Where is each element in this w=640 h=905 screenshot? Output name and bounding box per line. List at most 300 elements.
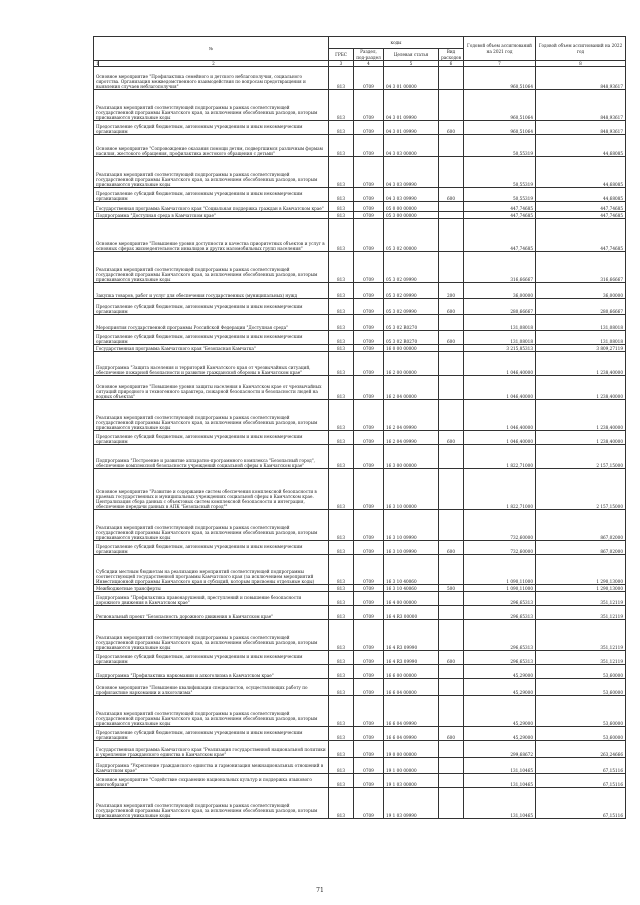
table-row xyxy=(94,651,626,665)
row-kind xyxy=(439,469,464,510)
row-amount-2022: 36,00000 xyxy=(536,283,626,299)
row-grbs: 813 xyxy=(329,741,354,758)
row-article: 04 3 03 09990 xyxy=(384,157,439,188)
table-row xyxy=(94,121,626,135)
row-amount-2022: 351,12119 xyxy=(536,592,626,606)
row-name: Основное мероприятие "Повышение уровня защиты населения в Камчатском крае от чрезвычайных ситуаций природного и техногенного характера, пожарной безопасности и безопасности людей на водных объектах" xyxy=(94,376,329,400)
row-grbs: 813 xyxy=(329,665,354,679)
row-kind xyxy=(439,445,464,469)
row-amount-2021: 296,65313 xyxy=(464,592,536,606)
row-grbs: 813 xyxy=(329,774,354,788)
row-amount-2022: 316,66667 xyxy=(536,252,626,283)
row-article: 16 4 R3 00000 xyxy=(384,606,439,620)
row-section: 0709 xyxy=(354,431,384,445)
row-article: 19 1 03 09990 xyxy=(384,788,439,819)
row-amount-2022: 53,60000 xyxy=(536,696,626,727)
row-grbs: 813 xyxy=(329,696,354,727)
row-kind xyxy=(439,219,464,252)
row-grbs: 813 xyxy=(329,67,354,90)
row-amount-2021: 1 822,71000 xyxy=(464,469,536,510)
row-name: Реализация мероприятий соответствующей подпрограммы в рамках соответствующей государственной программы Камчатского края, за исключением обособленных расходов, которым присваиваются уникальные коды xyxy=(94,788,329,819)
row-kind: 600 xyxy=(439,188,464,202)
row-section: 0709 xyxy=(354,157,384,188)
row-section: 0709 xyxy=(354,212,384,219)
row-amount-2021: 447,74685 xyxy=(464,212,536,219)
row-grbs: 813 xyxy=(329,555,354,585)
row-article: 16 0 00 00000 xyxy=(384,345,439,352)
table-row xyxy=(94,774,626,788)
row-kind xyxy=(439,400,464,431)
table-row xyxy=(94,620,626,651)
row-amount-2022: 848,93617 xyxy=(536,121,626,135)
row-name: Реализация мероприятий соответствующей подпрограммы в рамках соответствующей государственной программы Камчатского края, за исключением обособленных расходов, которым присваиваются уникальные коды xyxy=(94,400,329,431)
row-amount-2021: 131,10465 xyxy=(464,758,536,774)
row-amount-2022: 53,60000 xyxy=(536,727,626,741)
row-grbs: 813 xyxy=(329,592,354,606)
row-article: 16 3 10 09990 xyxy=(384,541,439,555)
row-grbs: 813 xyxy=(329,299,354,315)
row-kind: 600 xyxy=(439,331,464,345)
table-row xyxy=(94,188,626,202)
row-name: Подпрограмма "Профилактика правонарушений, преступлений и повышение безопасности дорожного движения в Камчатском крае" xyxy=(94,592,329,606)
row-section: 0709 xyxy=(354,283,384,299)
table-row xyxy=(94,727,626,741)
table-row xyxy=(94,315,626,331)
row-section: 0709 xyxy=(354,510,384,541)
column-header-section: Раздел, под-раздел xyxy=(354,49,384,61)
row-article: 16 6 00 00000 xyxy=(384,665,439,679)
row-grbs: 813 xyxy=(329,679,354,696)
row-amount-2022: 44,68085 xyxy=(536,157,626,188)
row-kind xyxy=(439,758,464,774)
table-row xyxy=(94,510,626,541)
row-amount-2021: 447,74685 xyxy=(464,202,536,212)
row-amount-2021: 45,29000 xyxy=(464,727,536,741)
row-section: 0709 xyxy=(354,67,384,90)
row-section: 0709 xyxy=(354,727,384,741)
table-row xyxy=(94,67,626,90)
row-grbs: 813 xyxy=(329,585,354,592)
row-section: 0709 xyxy=(354,788,384,819)
row-name: Предоставление субсидий бюджетным, автономным учреждениям и иным некоммерческим организациям xyxy=(94,431,329,445)
row-grbs: 813 xyxy=(329,510,354,541)
row-amount-2022: 1 290,13000 xyxy=(536,555,626,585)
row-section: 0709 xyxy=(354,469,384,510)
row-amount-2022: 351,12119 xyxy=(536,620,626,651)
table-row xyxy=(94,696,626,727)
table-row xyxy=(94,135,626,157)
table-row xyxy=(94,400,626,431)
row-kind xyxy=(439,352,464,376)
row-amount-2021: 960,51064 xyxy=(464,90,536,121)
row-name: Предоставление субсидий бюджетным, автономным учреждениям и иным некоммерческим организациям xyxy=(94,331,329,345)
row-amount-2022: 131,08018 xyxy=(536,315,626,331)
row-kind xyxy=(439,90,464,121)
column-number: 2 xyxy=(99,61,329,67)
row-amount-2021: 296,65313 xyxy=(464,651,536,665)
row-article: 04 3 01 09990 xyxy=(384,121,439,135)
row-section: 0709 xyxy=(354,696,384,727)
row-name: Мероприятия государственной программы Российской Федерации "Доступная среда" xyxy=(94,315,329,331)
row-section: 0709 xyxy=(354,400,384,431)
row-amount-2021: 131,10465 xyxy=(464,788,536,819)
row-amount-2021: 732,60000 xyxy=(464,510,536,541)
column-number: 8 xyxy=(536,61,626,67)
row-section: 0709 xyxy=(354,758,384,774)
row-section: 0709 xyxy=(354,376,384,400)
row-name: Предоставление субсидий бюджетным, автономным учреждениям и иным некоммерческим организациям xyxy=(94,541,329,555)
row-amount-2022: 2 157,15000 xyxy=(536,469,626,510)
row-kind xyxy=(439,252,464,283)
row-amount-2021: 1 822,71000 xyxy=(464,445,536,469)
row-amount-2022: 1 238,40000 xyxy=(536,376,626,400)
row-amount-2022: 1 238,40000 xyxy=(536,431,626,445)
row-grbs: 813 xyxy=(329,431,354,445)
row-name: Предоставление субсидий бюджетным, автономным учреждениям и иным некоммерческим организациям xyxy=(94,651,329,665)
table-row xyxy=(94,585,626,592)
row-article: 04 3 03 09990 xyxy=(384,188,439,202)
row-article: 05 0 00 00000 xyxy=(384,202,439,212)
row-article: 16 2 04 09990 xyxy=(384,431,439,445)
row-amount-2021: 50,55319 xyxy=(464,188,536,202)
table-row xyxy=(94,299,626,315)
row-grbs: 813 xyxy=(329,606,354,620)
row-article: 16 3 10 40060 xyxy=(384,585,439,592)
row-article: 05 3 02 09990 xyxy=(384,283,439,299)
column-header-name: № xyxy=(94,37,329,61)
row-kind: 600 xyxy=(439,121,464,135)
row-grbs: 813 xyxy=(329,345,354,352)
row-section: 0709 xyxy=(354,345,384,352)
row-kind xyxy=(439,315,464,331)
row-article: 05 3 02 09990 xyxy=(384,252,439,283)
row-name: Подпрограмма "Доступная среда в Камчатском крае" xyxy=(94,212,329,219)
row-amount-2022: 1 290,13000 xyxy=(536,585,626,592)
table-row xyxy=(94,592,626,606)
row-article: 19 1 03 00000 xyxy=(384,774,439,788)
row-grbs: 813 xyxy=(329,157,354,188)
row-kind: 600 xyxy=(439,299,464,315)
row-amount-2021: 1 090,11000 xyxy=(464,555,536,585)
table-row xyxy=(94,555,626,585)
column-header-grbs: ГРБС xyxy=(329,49,354,61)
row-name: Реализация мероприятий соответствующей подпрограммы в рамках соответствующей государственной программы Камчатского края, за исключением обособленных расходов, которым присваиваются уникальные коды xyxy=(94,620,329,651)
row-grbs: 813 xyxy=(329,252,354,283)
row-section: 0709 xyxy=(354,665,384,679)
row-name: Предоставление субсидий бюджетным, автономным учреждениям и иным некоммерческим организациям xyxy=(94,188,329,202)
row-name: Реализация мероприятий соответствующей подпрограммы в рамках соответствующей государственной программы Камчатского края, за исключением обособленных расходов, которым присваиваются уникальные коды xyxy=(94,90,329,121)
row-kind xyxy=(439,345,464,352)
row-section: 0709 xyxy=(354,202,384,212)
row-kind xyxy=(439,212,464,219)
column-header-kind: Вид расходов xyxy=(439,49,464,61)
row-amount-2022: 867,02000 xyxy=(536,541,626,555)
row-kind: 600 xyxy=(439,727,464,741)
row-amount-2021: 45,29000 xyxy=(464,679,536,696)
row-kind xyxy=(439,774,464,788)
row-grbs: 813 xyxy=(329,188,354,202)
row-amount-2022: 1 238,40000 xyxy=(536,400,626,431)
row-name: Основное мероприятие "Сопровождение оказания помощи детям, подвергшимся различным формам насилия, жестокого обращения, профилактика жестокого обращения с детьми" xyxy=(94,135,329,157)
row-amount-2022: 3 809,27119 xyxy=(536,345,626,352)
row-kind: 600 xyxy=(439,431,464,445)
row-amount-2022: 447,74685 xyxy=(536,212,626,219)
table-row xyxy=(94,431,626,445)
row-grbs: 813 xyxy=(329,315,354,331)
row-name: Государственная программа Камчатского края "Социальная поддержка граждан в Камчатском крае" xyxy=(94,202,329,212)
row-amount-2022: 44,68085 xyxy=(536,188,626,202)
row-amount-2021: 1 090,11000 xyxy=(464,585,536,592)
row-grbs: 813 xyxy=(329,445,354,469)
table-row xyxy=(94,283,626,299)
row-grbs: 813 xyxy=(329,135,354,157)
row-amount-2021: 50,55319 xyxy=(464,135,536,157)
row-amount-2022: 67,15116 xyxy=(536,774,626,788)
column-number: 1 xyxy=(94,61,99,67)
row-amount-2021: 131,08018 xyxy=(464,331,536,345)
row-grbs: 813 xyxy=(329,352,354,376)
row-article: 04 3 01 00000 xyxy=(384,67,439,90)
table-body xyxy=(94,67,626,819)
row-section: 0709 xyxy=(354,219,384,252)
row-name: Государственная программа Камчатского края "Безопасная Камчатка" xyxy=(94,345,329,352)
table-row xyxy=(94,202,626,212)
row-section: 0709 xyxy=(354,352,384,376)
row-article: 05 3 02 R0270 xyxy=(384,315,439,331)
row-section: 0709 xyxy=(354,135,384,157)
row-name: Региональный проект "Безопасность дорожного движения в Камчатском крае" xyxy=(94,606,329,620)
row-grbs: 813 xyxy=(329,651,354,665)
row-amount-2021: 1 046,40000 xyxy=(464,400,536,431)
row-amount-2022: 53,60000 xyxy=(536,665,626,679)
row-amount-2022: 351,12119 xyxy=(536,651,626,665)
row-amount-2022: 351,12119 xyxy=(536,606,626,620)
row-article: 16 6 04 09990 xyxy=(384,727,439,741)
row-grbs: 813 xyxy=(329,90,354,121)
row-grbs: 813 xyxy=(329,331,354,345)
row-kind: 500 xyxy=(439,585,464,592)
table-row xyxy=(94,758,626,774)
row-name: Реализация мероприятий соответствующей подпрограммы в рамках соответствующей государственной программы Камчатского края, за исключением обособленных расходов, которым присваиваются уникальные коды xyxy=(94,252,329,283)
row-article: 16 4 00 00000 xyxy=(384,592,439,606)
row-article: 16 6 04 00000 xyxy=(384,679,439,696)
row-section: 0709 xyxy=(354,606,384,620)
row-section: 0709 xyxy=(354,555,384,585)
table-row xyxy=(94,345,626,352)
row-amount-2021: 45,29000 xyxy=(464,696,536,727)
page-number: 71 xyxy=(316,887,324,894)
row-section: 0709 xyxy=(354,679,384,696)
row-kind: 200 xyxy=(439,283,464,299)
row-article: 16 2 04 00000 xyxy=(384,376,439,400)
row-article: 05 3 00 00000 xyxy=(384,212,439,219)
row-kind: 600 xyxy=(439,651,464,665)
row-amount-2021: 316,66667 xyxy=(464,252,536,283)
row-name: Подпрограмма "Построение и развитие аппаратно-программного комплекса "Безопасный город", обеспечение комплексной безопасности учреждений социальной сферы в Камчатском крае" xyxy=(94,445,329,469)
column-number: 5 xyxy=(384,61,439,67)
row-amount-2022: 447,74685 xyxy=(536,202,626,212)
row-name: Субсидии местным бюджетам на реализацию мероприятий соответствующей подпрограммы соответствующей государственной программы Камчатского края (за исключением мероприятий Инвестиционной программы Камчатского края и субсидий, которым присвоены отдельные коды) xyxy=(94,555,329,585)
row-section: 0709 xyxy=(354,592,384,606)
row-amount-2021: 1 046,40000 xyxy=(464,376,536,400)
row-name: Основное мероприятие "Профилактика семейного и детского неблагополучия, социального сиротства. Организация межведомственного взаимодействия по вопросам предотвращения и выявления случаев неблагополучия" xyxy=(94,67,329,90)
row-amount-2021: 131,08018 xyxy=(464,315,536,331)
row-article: 16 4 R3 09990 xyxy=(384,620,439,651)
table-row xyxy=(94,788,626,819)
row-name: Закупка товаров, работ и услуг для обеспечения государственных (муниципальных) нужд xyxy=(94,283,329,299)
column-number: 7 xyxy=(464,61,536,67)
row-grbs: 813 xyxy=(329,283,354,299)
row-amount-2021: 131,10465 xyxy=(464,774,536,788)
budget-table xyxy=(93,36,626,819)
row-grbs: 813 xyxy=(329,219,354,252)
row-name: Основное мероприятие "Повышение уровня доступности и качества приоритетных объектов и услуг в основных сферах жизнедеятельности инвалидов и других маломобильных групп населения" xyxy=(94,219,329,252)
row-kind xyxy=(439,157,464,188)
row-kind xyxy=(439,665,464,679)
row-section: 0709 xyxy=(354,651,384,665)
column-number: 4 xyxy=(354,61,384,67)
row-section: 0709 xyxy=(354,541,384,555)
row-name: Основное мероприятие "Повышение квалификации специалистов, осуществляющих работу по профилактике наркомании и алкоголизма" xyxy=(94,679,329,696)
row-section: 0709 xyxy=(354,252,384,283)
row-kind xyxy=(439,788,464,819)
row-kind xyxy=(439,510,464,541)
table-row xyxy=(94,90,626,121)
row-amount-2022: 44,68085 xyxy=(536,135,626,157)
row-amount-2021: 299,68672 xyxy=(464,741,536,758)
row-name: Подпрограмма "Защита населения и территорий Камчатского края от чрезвычайных ситуаций, обеспечение пожарной безопасности и развитие гражданской обороны в Камчатском крае" xyxy=(94,352,329,376)
column-header-codes: коды xyxy=(329,37,464,49)
column-header-article: Целевая статья xyxy=(384,49,439,61)
column-number: 6 xyxy=(439,61,464,67)
row-amount-2021: 732,60000 xyxy=(464,541,536,555)
row-section: 0709 xyxy=(354,90,384,121)
row-name: Межбюджетные трансферты xyxy=(94,585,329,592)
row-grbs: 813 xyxy=(329,620,354,651)
row-kind xyxy=(439,592,464,606)
row-amount-2021: 1 046,40000 xyxy=(464,352,536,376)
table-row xyxy=(94,352,626,376)
row-grbs: 813 xyxy=(329,758,354,774)
table-row xyxy=(94,469,626,510)
row-kind xyxy=(439,606,464,620)
row-article: 05 3 02 09990 xyxy=(384,299,439,315)
row-amount-2021: 1 046,40000 xyxy=(464,431,536,445)
row-section: 0709 xyxy=(354,774,384,788)
row-amount-2022: 447,74685 xyxy=(536,219,626,252)
row-article: 19 0 00 00000 xyxy=(384,741,439,758)
row-kind: 600 xyxy=(439,541,464,555)
row-article: 19 1 00 00000 xyxy=(384,758,439,774)
row-article: 16 4 R3 09990 xyxy=(384,651,439,665)
row-amount-2022: 2 157,15000 xyxy=(536,445,626,469)
table-row xyxy=(94,445,626,469)
row-section: 0709 xyxy=(354,331,384,345)
row-article: 16 3 10 00000 xyxy=(384,469,439,510)
row-amount-2021: 50,55319 xyxy=(464,157,536,188)
row-amount-2022: 1 238,40000 xyxy=(536,352,626,376)
row-name: Предоставление субсидий бюджетным, автономным учреждениям и иным некоммерческим организациям xyxy=(94,727,329,741)
table-row xyxy=(94,219,626,252)
row-grbs: 813 xyxy=(329,212,354,219)
row-name: Основное мероприятие "Содействие сохранению национальных культур и поддержка языкового многообразия" xyxy=(94,774,329,788)
row-amount-2022: 867,02000 xyxy=(536,510,626,541)
column-number: 3 xyxy=(329,61,354,67)
row-amount-2021: 447,74685 xyxy=(464,219,536,252)
row-grbs: 813 xyxy=(329,469,354,510)
table-row xyxy=(94,252,626,283)
table-row xyxy=(94,376,626,400)
table-row xyxy=(94,665,626,679)
row-article: 04 3 01 09990 xyxy=(384,90,439,121)
row-section: 0709 xyxy=(354,585,384,592)
row-name: Предоставление субсидий бюджетным, автономным учреждениям и иным некоммерческим организациям xyxy=(94,121,329,135)
row-grbs: 813 xyxy=(329,727,354,741)
row-grbs: 813 xyxy=(329,376,354,400)
row-name: Реализация мероприятий соответствующей подпрограммы в рамках соответствующей государственной программы Камчатского края, за исключением обособленных расходов, которым присваиваются уникальные коды xyxy=(94,696,329,727)
row-kind xyxy=(439,696,464,727)
row-amount-2022: 53,60000 xyxy=(536,679,626,696)
row-amount-2022: 67,15116 xyxy=(536,788,626,819)
row-grbs: 813 xyxy=(329,121,354,135)
row-name: Реализация мероприятий соответствующей подпрограммы в рамках соответствующей государственной программы Камчатского края, за исключением обособленных расходов, которым присваиваются уникальные коды xyxy=(94,510,329,541)
row-kind xyxy=(439,135,464,157)
row-section: 0709 xyxy=(354,741,384,758)
row-amount-2022: 131,08018 xyxy=(536,331,626,345)
row-name: Реализация мероприятий соответствующей подпрограммы в рамках соответствующей государственной программы Камчатского края, за исключением обособленных расходов, которым присваиваются уникальные коды xyxy=(94,157,329,188)
row-section: 0709 xyxy=(354,445,384,469)
row-amount-2022: 848,93617 xyxy=(536,67,626,90)
row-name: Государственная программа Камчатского края "Реализация государственной национальной политики и укрепление гражданского единства в Камчатском крае" xyxy=(94,741,329,758)
row-article: 16 3 10 09990 xyxy=(384,510,439,541)
row-amount-2021: 45,29000 xyxy=(464,665,536,679)
row-section: 0709 xyxy=(354,121,384,135)
table-row xyxy=(94,331,626,345)
row-amount-2021: 280,66667 xyxy=(464,299,536,315)
row-amount-2021: 3 215,85313 xyxy=(464,345,536,352)
row-kind xyxy=(439,620,464,651)
row-article: 16 6 04 09990 xyxy=(384,696,439,727)
row-section: 0709 xyxy=(354,315,384,331)
row-article: 16 2 04 09990 xyxy=(384,400,439,431)
table-row xyxy=(94,541,626,555)
row-amount-2022: 263,24666 xyxy=(536,741,626,758)
table-row xyxy=(94,157,626,188)
table-row xyxy=(94,212,626,219)
row-kind xyxy=(439,741,464,758)
row-section: 0709 xyxy=(354,299,384,315)
row-amount-2022: 848,93617 xyxy=(536,90,626,121)
row-kind xyxy=(439,67,464,90)
column-header-2022: Годовой объем ассигнований на 2022 год xyxy=(536,37,626,61)
row-amount-2021: 296,65313 xyxy=(464,606,536,620)
row-name: Основное мероприятие "Развитие и содержание систем обеспечения комплексной безопасности в краевых государственных и муниципальных учреждениях социальной сферы в Камчатском крае. Централизация сбора данных с объектовых систем комплексной безопасности и интеграция, обеспечение передачи данных в АПК "Безопасный город"" xyxy=(94,469,329,510)
row-article: 05 3 02 00000 xyxy=(384,219,439,252)
row-name: Подпрограмма "Укрепление гражданского единства и гармонизация межнациональных отношений в Камчатском крае" xyxy=(94,758,329,774)
row-name: Предоставление субсидий бюджетным, автономным учреждениям и иным некоммерческим организациям xyxy=(94,299,329,315)
row-section: 0709 xyxy=(354,188,384,202)
table-row xyxy=(94,741,626,758)
row-section: 0709 xyxy=(354,620,384,651)
row-grbs: 813 xyxy=(329,788,354,819)
table-row xyxy=(94,679,626,696)
row-kind xyxy=(439,679,464,696)
row-grbs: 813 xyxy=(329,400,354,431)
row-grbs: 813 xyxy=(329,541,354,555)
column-header-2021: Годовой объем ассигнований на 2021 год xyxy=(464,37,536,61)
row-article: 16 3 00 00000 xyxy=(384,445,439,469)
row-amount-2021: 36,00000 xyxy=(464,283,536,299)
